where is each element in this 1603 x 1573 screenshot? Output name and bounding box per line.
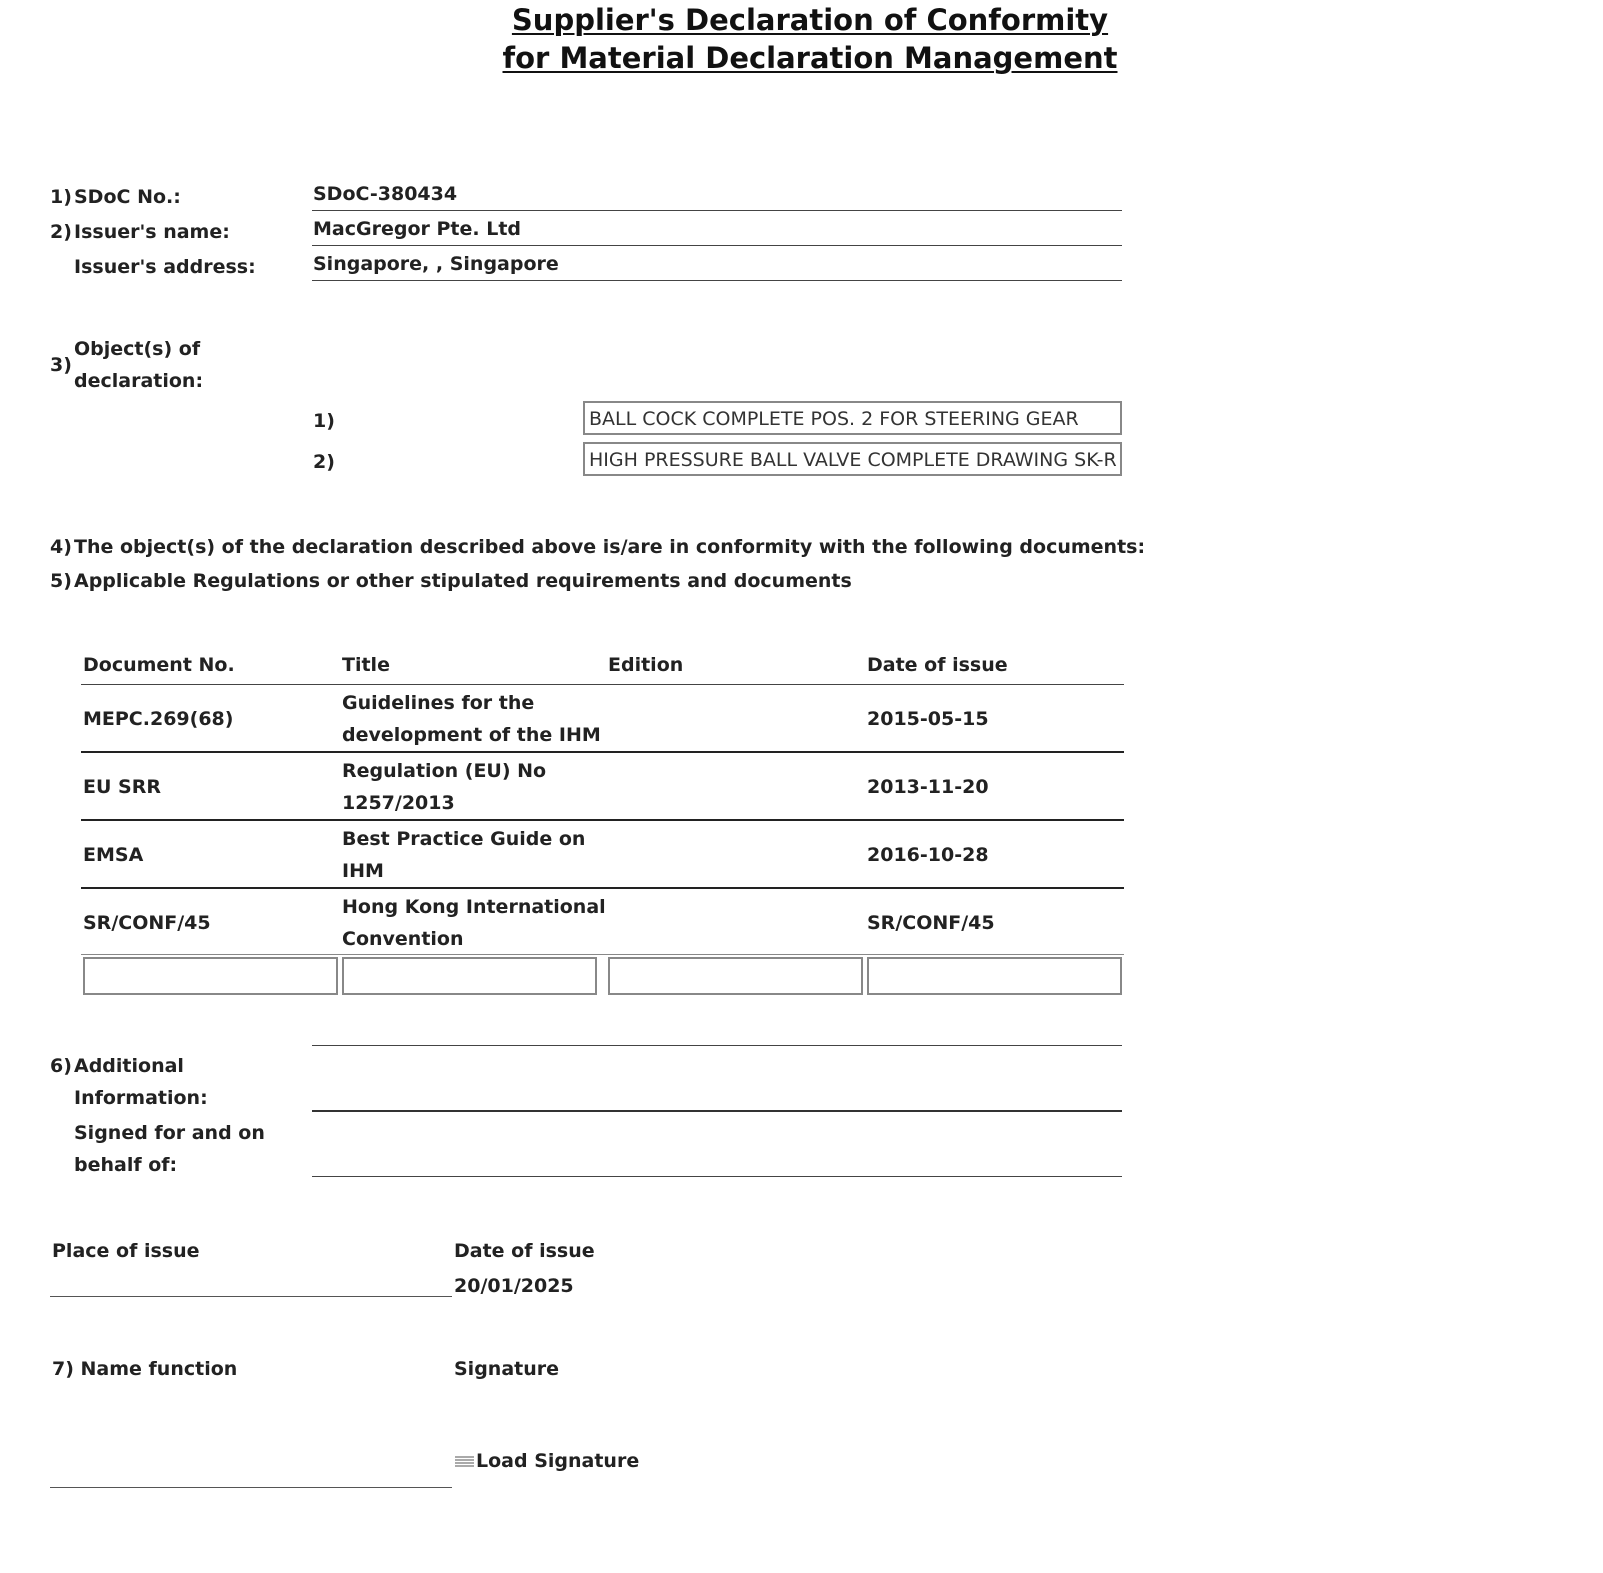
issuer-address-underline <box>312 280 1122 281</box>
additional-info-field[interactable] <box>312 1047 1122 1112</box>
table-row-4-doc-no: SR/CONF/45 <box>83 912 211 934</box>
object-item-2-field[interactable]: HIGH PRESSURE BALL VALVE COMPLETE DRAWING SK-R <box>583 442 1122 476</box>
issuer-name-index: 2) <box>50 221 72 243</box>
table-row-4-divider <box>81 954 1124 955</box>
sdoc-number-label: SDoC No.: <box>74 186 181 208</box>
load-signature-label: Load Signature <box>476 1450 640 1472</box>
object-item-1-field[interactable]: BALL COCK COMPLETE POS. 2 FOR STEERING GEAR <box>583 401 1122 435</box>
place-of-issue-underline <box>50 1296 452 1297</box>
table-row-1-title-l2: development of the IHM <box>342 724 601 746</box>
date-of-issue-label: Date of issue <box>454 1240 595 1262</box>
name-function-underline <box>50 1487 452 1488</box>
additional-info-label-line1: Additional <box>74 1055 184 1077</box>
place-of-issue-label: Place of issue <box>52 1240 200 1262</box>
objects-index: 3) <box>50 354 72 376</box>
table-header-underline <box>81 684 1124 685</box>
new-row-edition-input[interactable] <box>608 957 863 995</box>
table-row-2-title-l1: Regulation (EU) No <box>342 760 547 782</box>
table-row-2-doc-no: EU SRR <box>83 776 161 798</box>
table-row-4-date: SR/CONF/45 <box>867 912 995 934</box>
signed-on-behalf-label-line2: behalf of: <box>74 1154 178 1176</box>
table-row-3-doc-no: EMSA <box>83 844 144 866</box>
table-row-1-doc-no: MEPC.269(68) <box>83 708 234 730</box>
name-function-label: 7) Name function <box>52 1358 238 1380</box>
objects-label-line1: Object(s) of <box>74 338 201 360</box>
hamburger-lines-icon <box>454 1454 475 1468</box>
sdoc-number-underline <box>312 210 1122 211</box>
table-row-2-divider <box>81 819 1124 821</box>
table-row-1-divider <box>81 751 1124 753</box>
issuer-name-value: MacGregor Pte. Ltd <box>313 218 521 240</box>
statement-4-text: The object(s) of the declaration described above is/are in conformity with the following documents: <box>74 536 1146 558</box>
signed-on-behalf-field[interactable] <box>312 1112 1122 1177</box>
statement-4-index: 4) <box>50 536 72 558</box>
issuer-address-value: Singapore, , Singapore <box>313 253 559 275</box>
issuer-name-label: Issuer's name: <box>74 221 230 243</box>
table-row-3-divider <box>81 887 1124 889</box>
issuer-address-label: Issuer's address: <box>74 256 256 278</box>
table-header-document-no: Document No. <box>83 654 235 676</box>
signature-label: Signature <box>454 1358 560 1380</box>
objects-label-line2: declaration: <box>74 370 204 392</box>
table-header-date-of-issue: Date of issue <box>867 654 1008 676</box>
load-signature-button[interactable] <box>454 1445 639 1477</box>
object-item-1-index: 1) <box>313 410 335 432</box>
table-row-1-date: 2015-05-15 <box>867 708 989 730</box>
table-row-3-title-l2: IHM <box>342 860 384 882</box>
page-title-line2: for Material Declaration Management <box>502 41 1118 75</box>
page-title-line1: Supplier's Declaration of Conformity <box>511 3 1109 37</box>
statement-5-text: Applicable Regulations or other stipulated requirements and documents <box>74 570 852 592</box>
additional-info-index: 6) <box>50 1055 72 1077</box>
table-row-4-title-l1: Hong Kong International <box>342 896 606 918</box>
table-header-edition: Edition <box>608 654 684 676</box>
date-of-issue-value: 20/01/2025 <box>454 1275 574 1297</box>
object-item-2-index: 2) <box>313 451 335 473</box>
statement-5-index: 5) <box>50 570 72 592</box>
table-header-title: Title <box>342 654 390 676</box>
new-row-title-input[interactable] <box>342 957 597 995</box>
place-of-issue-value[interactable] <box>52 1270 450 1294</box>
issuer-name-underline <box>312 245 1122 246</box>
new-row-document-no-input[interactable] <box>83 957 338 995</box>
table-row-3-date: 2016-10-28 <box>867 844 989 866</box>
table-row-3-title-l1: Best Practice Guide on <box>342 828 586 850</box>
table-row-1-title-l1: Guidelines for the <box>342 692 535 714</box>
table-row-2-date: 2013-11-20 <box>867 776 989 798</box>
table-row-4-title-l2: Convention <box>342 928 464 950</box>
sdoc-number-index: 1) <box>50 186 72 208</box>
signed-on-behalf-label-line1: Signed for and on <box>74 1122 265 1144</box>
name-function-field[interactable] <box>50 1420 452 1486</box>
table-row-2-title-l2: 1257/2013 <box>342 792 455 814</box>
additional-info-label-line2: Information: <box>74 1087 208 1109</box>
new-row-date-input[interactable] <box>867 957 1122 995</box>
additional-info-top-line <box>312 1045 1122 1046</box>
sdoc-number-value: SDoC-380434 <box>313 183 458 205</box>
